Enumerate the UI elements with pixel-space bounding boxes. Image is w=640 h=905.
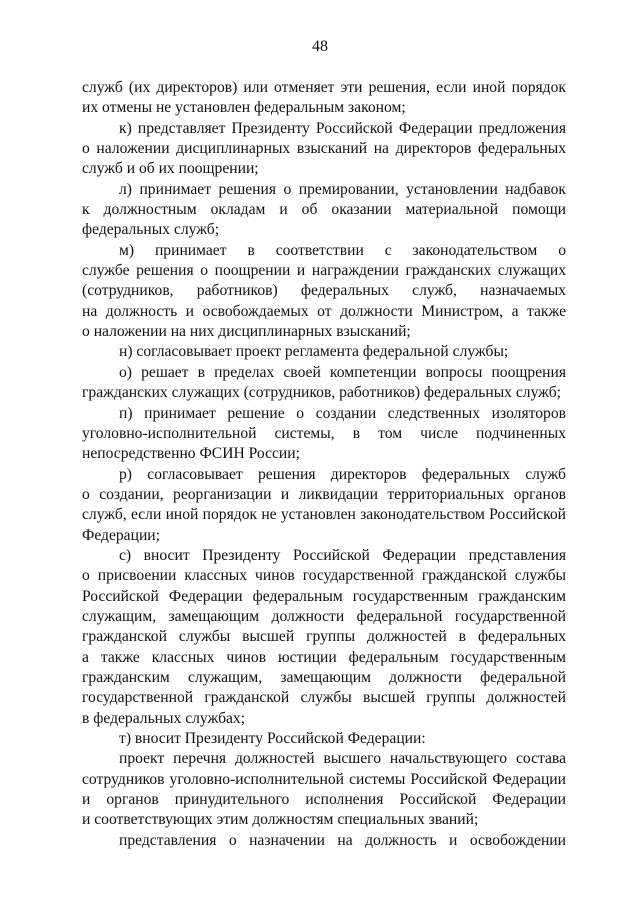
text-line: сотрудников уголовно-исполнительной системы Российской Федерации [82, 770, 566, 788]
text-line: а также классных чинов юстиции федеральным государственным [82, 648, 566, 666]
text-line: непосредственно ФСИН России; [82, 445, 300, 463]
paragraph [82, 831, 566, 851]
text-line: Федерации; [82, 526, 160, 544]
text-line: о) решает в пределах своей компетенции вопросы поощрения [119, 363, 566, 381]
text-line: л) принимает решения о премировании, установлении надбавок [119, 180, 566, 198]
paragraph [82, 729, 566, 749]
text-line: проект перечня должностей высшего начальствующего состава [119, 750, 566, 768]
paragraph [82, 749, 566, 830]
text-line: Российской Федерации федеральным государственным гражданским [82, 587, 566, 605]
text-line: уголовно-исполнительной системы, в том числе подчиненных [82, 424, 566, 442]
text-line: н) согласовывает проект регламента федеральной службы; [119, 343, 509, 361]
text-line: их отмены не установлен федеральным законом; [82, 99, 406, 117]
paragraph [82, 363, 566, 404]
text-line: о наложении дисциплинарных взысканий на директоров федеральных [82, 140, 566, 158]
text-line: служащим, замещающим должности федеральной государственной [82, 607, 566, 625]
text-line: служб (их директоров) или отменяет эти решения, если иной порядок [82, 79, 566, 96]
paragraph [82, 119, 566, 180]
text-line: и органов принудительного исполнения Российской Федерации [82, 791, 566, 809]
document-body [82, 78, 566, 851]
text-line: гражданским служащим, замещающим должности федеральной [82, 668, 566, 686]
paragraph [82, 546, 566, 729]
text-line: и соответствующих этим должностям специальных званий; [82, 811, 479, 829]
text-line: федеральных служб; [82, 221, 220, 239]
text-line: р) согласовывает решения директоров федеральных служб [119, 465, 566, 483]
text-line: представления о назначении на должность и освобождении [119, 831, 566, 849]
text-line: т) вносит Президенту Российской Федерации: [119, 730, 426, 747]
text-line: служб и об их поощрении; [82, 160, 259, 178]
text-line: гражданских служащих (сотрудников, работников) федеральных служб; [82, 384, 561, 402]
paragraph [82, 180, 566, 241]
text-line: на должность и освобождаемых от должности Министром, а также [82, 302, 566, 320]
paragraph [82, 241, 566, 343]
text-line: м) принимает в соответствии с законодательством о [119, 241, 566, 259]
text-line: о создании, реорганизации и ликвидации территориальных органов [82, 485, 566, 503]
text-line: службе решения о поощрении и награждении гражданских служащих [82, 262, 566, 280]
paragraph [82, 404, 566, 465]
text-line: гражданской службы высшей группы должностей в федеральных [82, 628, 566, 646]
page-number: 48 [312, 38, 328, 55]
text-line: в федеральных службах; [82, 709, 246, 727]
text-line: о наложении на них дисциплинарных взысканий; [82, 323, 411, 341]
paragraph [82, 342, 566, 362]
text-line: п) принимает решение о создании следственных изоляторов [119, 404, 566, 422]
text-line: с) вносит Президенту Российской Федерации представления [119, 546, 566, 564]
paragraph [82, 465, 566, 546]
text-line: к должностным окладам и об оказании материальной помощи [82, 201, 566, 219]
paragraph [82, 78, 566, 119]
text-line: к) представляет Президенту Российской Федерации предложения [119, 119, 566, 137]
text-line: государственной гражданской службы высшей группы должностей [82, 689, 566, 707]
text-line: о присвоении классных чинов государственной гражданской службы [82, 567, 566, 585]
text-line: служб, если иной порядок не установлен законодательством Российской [82, 506, 566, 524]
text-line: (сотрудников, работников) федеральных служб, назначаемых [82, 282, 566, 300]
